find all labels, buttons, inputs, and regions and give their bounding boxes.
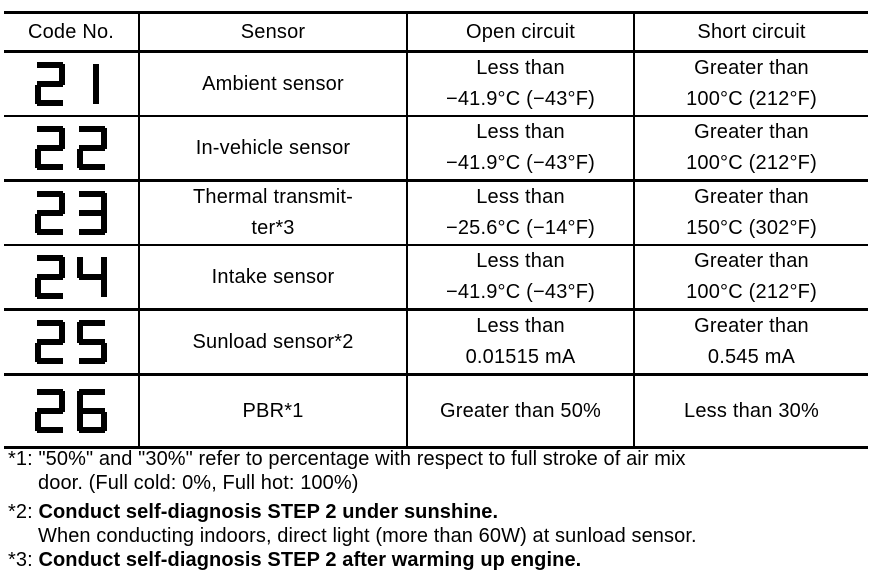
header-code-no: Code No. xyxy=(4,13,139,52)
header-open-circuit: Open circuit xyxy=(407,13,634,52)
digit-segment xyxy=(93,64,99,85)
short-circuit-cell xyxy=(634,375,868,448)
digit-segment xyxy=(37,427,63,433)
table-row xyxy=(4,310,868,375)
footnote-text-bold: Conduct self-diagnosis STEP 2 after warming up engine. xyxy=(38,549,582,571)
digit-segment xyxy=(101,412,107,431)
digit-segment xyxy=(93,85,99,104)
sensor-cell xyxy=(139,181,407,246)
short-circuit-cell xyxy=(634,116,868,181)
digit-segment xyxy=(79,358,105,364)
footnotes xyxy=(8,447,868,572)
seven-segment-code xyxy=(33,61,109,107)
footnote-text-bold: Conduct self-diagnosis STEP 2 under sunshine. xyxy=(38,501,499,523)
table-row xyxy=(4,245,868,310)
table-row xyxy=(4,181,868,246)
short-circuit-line: Less than 30% xyxy=(684,399,819,422)
short-circuit-cell xyxy=(634,52,868,117)
open-circuit-line: Less than xyxy=(476,315,565,337)
header-short-circuit: Short circuit xyxy=(634,13,868,52)
open-circuit-cell xyxy=(407,116,634,181)
short-circuit-line: Greater than xyxy=(694,315,809,337)
footnote-marker: *1: xyxy=(8,448,33,470)
seven-segment-code xyxy=(33,388,109,434)
sensor-name: Ambient sensor xyxy=(202,72,344,95)
code-cell xyxy=(4,310,139,375)
open-circuit-line: −41.9°C (−43°F) xyxy=(445,88,596,110)
short-circuit-line: 100°C (212°F) xyxy=(686,88,817,110)
short-circuit-line: Greater than xyxy=(694,186,809,208)
diagnosis-code-table xyxy=(4,11,868,449)
short-circuit-line: Greater than xyxy=(694,121,809,143)
digit-segment xyxy=(79,229,105,235)
footnote-marker: *2: xyxy=(8,501,33,523)
open-circuit-line: Less than xyxy=(476,186,565,208)
open-circuit-cell xyxy=(407,310,634,375)
sensor-name: In-vehicle sensor xyxy=(195,136,351,159)
seven-segment-code xyxy=(33,125,109,171)
digit-segment xyxy=(37,100,63,106)
seven-segment-code xyxy=(33,190,109,236)
sensor-name: Intake sensor xyxy=(211,265,335,288)
short-circuit-line: 150°C (302°F) xyxy=(686,217,817,239)
short-circuit-cell xyxy=(634,181,868,246)
footnote-1 xyxy=(8,447,868,495)
table-row xyxy=(4,116,868,181)
sensor-cell xyxy=(139,375,407,448)
footnote-text: "50%" and "30%" refer to percentage with respect to full stroke of air mix xyxy=(38,448,686,470)
sensor-name: Thermal transmit- xyxy=(192,186,354,208)
header-sensor: Sensor xyxy=(139,13,407,52)
short-circuit-line: 100°C (212°F) xyxy=(686,152,817,174)
open-circuit-cell xyxy=(407,52,634,117)
footnote-text: When conducting indoors, direct light (more than 60W) at sunload sensor. xyxy=(38,525,697,547)
seven-segment-code xyxy=(33,319,109,365)
short-circuit-line: 100°C (212°F) xyxy=(686,281,817,303)
open-circuit-line: Less than xyxy=(476,250,565,272)
digit-segment xyxy=(101,257,107,278)
digit-segment xyxy=(37,293,63,299)
open-circuit-cell xyxy=(407,375,634,448)
short-circuit-cell xyxy=(634,245,868,310)
table-header-row xyxy=(4,13,868,52)
short-circuit-line: Greater than xyxy=(694,250,809,272)
table-row xyxy=(4,52,868,117)
sensor-name: PBR*1 xyxy=(242,399,304,422)
open-circuit-line: −41.9°C (−43°F) xyxy=(445,152,596,174)
footnote-marker: *3: xyxy=(8,549,33,571)
code-cell xyxy=(4,181,139,246)
digit-segment xyxy=(101,278,107,297)
code-cell xyxy=(4,52,139,117)
footnote-text: door. (Full cold: 0%, Full hot: 100%) xyxy=(38,472,359,494)
open-circuit-line: −25.6°C (−14°F) xyxy=(445,217,596,239)
footnote-3 xyxy=(8,548,868,572)
sensor-cell xyxy=(139,245,407,310)
short-circuit-line: Greater than xyxy=(694,57,809,79)
sensor-cell xyxy=(139,310,407,375)
footnote-2 xyxy=(8,500,868,548)
sensor-name: Sunload sensor*2 xyxy=(192,330,354,353)
sensor-cell xyxy=(139,52,407,117)
short-circuit-cell xyxy=(634,310,868,375)
open-circuit-line: 0.01515 mA xyxy=(465,346,576,368)
digit-segment xyxy=(37,358,63,364)
open-circuit-line: Less than xyxy=(476,57,565,79)
open-circuit-line: Greater than 50% xyxy=(439,399,602,422)
digit-segment xyxy=(37,164,63,170)
code-cell xyxy=(4,375,139,448)
digit-segment xyxy=(79,164,105,170)
short-circuit-line: 0.545 mA xyxy=(707,346,796,368)
open-circuit-line: −41.9°C (−43°F) xyxy=(445,281,596,303)
open-circuit-cell xyxy=(407,245,634,310)
code-cell xyxy=(4,116,139,181)
sensor-name: ter*3 xyxy=(251,217,295,239)
seven-segment-code xyxy=(33,254,109,300)
open-circuit-line: Less than xyxy=(476,121,565,143)
sensor-cell xyxy=(139,116,407,181)
digit-segment xyxy=(37,229,63,235)
table-row xyxy=(4,375,868,448)
code-cell xyxy=(4,245,139,310)
open-circuit-cell xyxy=(407,181,634,246)
